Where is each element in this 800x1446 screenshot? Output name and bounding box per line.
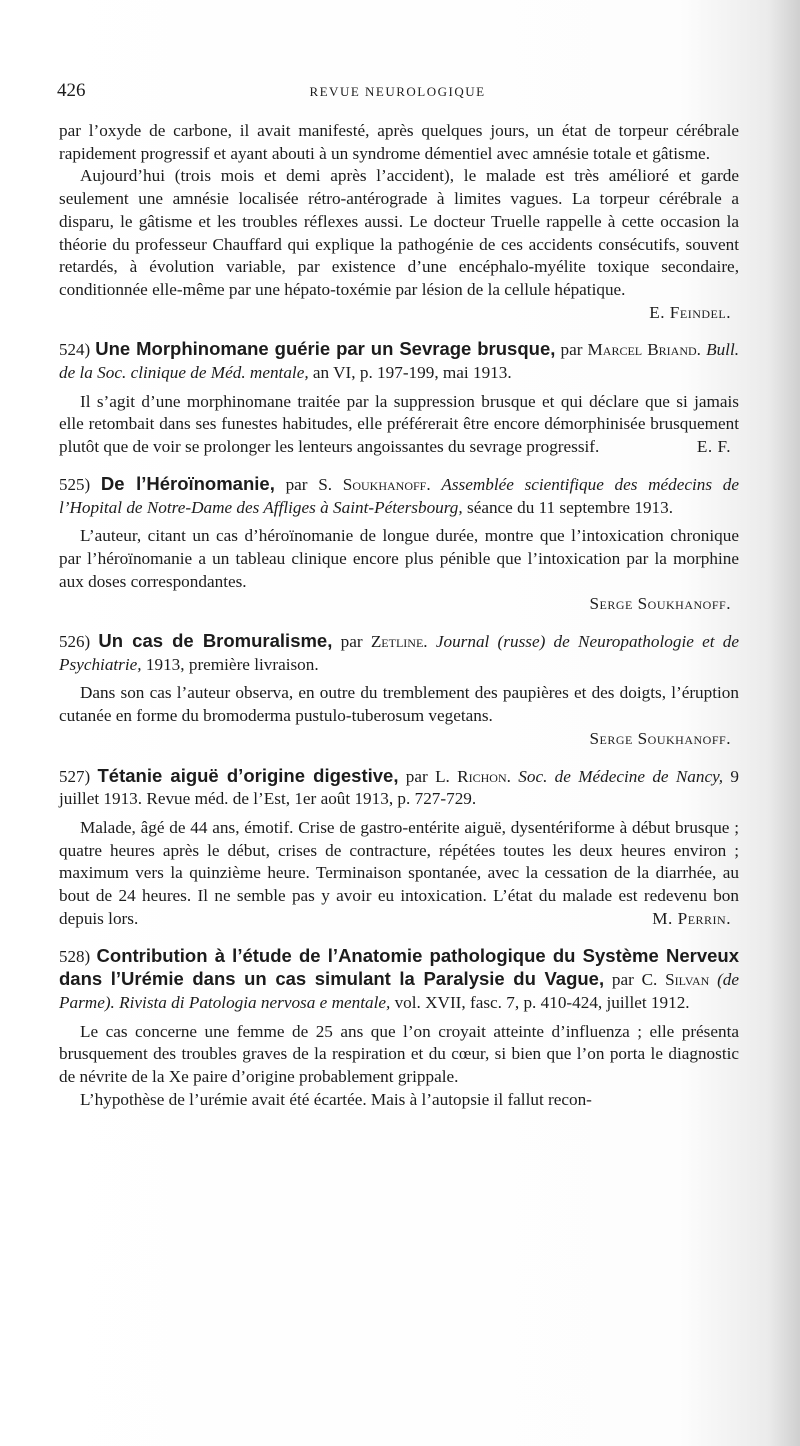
- entry-title: Contribution à l’étude de l’Anatomie pathologique du Système Nerveux dans l’Urémie dans un cas simulant la Paralysie du Vague,: [59, 944, 739, 990]
- entry-number: 525): [59, 474, 91, 494]
- entry-body: L’hypothèse de l’urémie avait été écartée. Mais à l’autopsie il fallut recon-: [80, 1089, 592, 1109]
- entry-details: 1913, première livraison.: [145, 654, 319, 674]
- entry-signature: M. Perrin.: [652, 908, 731, 928]
- entry-body: Malade, âgé de 44 ans, émotif. Crise de gastro-entérite aiguë, dysentériforme à début brusque ; quatre heures après le début, crises de contracture, répétées toutes les deux heures environ ; maximum vers la quinzième heure. Terminaison spontanée, avec la cessation de la diarrhée, au bout de 24 heures. Il ne semble pas y avoir eu intoxication. L’état du malade est redevenu bon depuis lors.: [59, 817, 739, 928]
- entry-details: 9 juillet 1913. Revue méd. de l’Est, 1er août 1913, p. 727-729.: [59, 766, 740, 809]
- entry-author: S. Soukhanoff.: [318, 474, 431, 494]
- entry-author: L. Richon.: [435, 766, 511, 786]
- entry-body: L’auteur, citant un cas d’héroïnomanie de longue durée, montre que l’intoxication chronique par l’héroïnomanie a un tableau clinique encore plus pénible que l’intoxication par la morphine aux doses correspondantes.: [59, 526, 739, 591]
- entry-heading: [59, 338, 739, 384]
- entry-author: Marcel Briand.: [587, 340, 701, 360]
- page-content: [59, 120, 739, 1111]
- entry-body-wrap: [59, 391, 739, 459]
- entry-source: Bull. de la Soc. clinique de Méd. mentale,: [59, 340, 740, 383]
- page-number: 426: [57, 80, 86, 101]
- intro-signature: E. Feindel.: [649, 302, 731, 322]
- entry-heading: [59, 945, 739, 1015]
- entry-by: par: [340, 632, 363, 652]
- entry-524: [59, 338, 739, 459]
- entry-527: [59, 765, 739, 931]
- entry-body-wrap: [59, 817, 739, 931]
- entry-signature: Serge Soukhanoff.: [589, 728, 731, 748]
- entry-by: par: [560, 340, 583, 360]
- entry-heading: [59, 765, 739, 811]
- entry-526: [59, 630, 739, 751]
- entry-source: (de Parme). Rivista di Patologia nervosa e mentale,: [59, 970, 740, 1012]
- entry-525: [59, 473, 739, 616]
- entry-body: Le cas concerne une femme de 25 ans que l’on croyait atteinte d’influenza ; elle présenta brusquement des troubles graves de la respiration et du cœur, si bien que l’on porta le diagnostic de névrite de la Xe paire d’origine probablement grippale.: [59, 1021, 739, 1087]
- entry-details: vol. XVII, fasc. 7, p. 410-424, juillet 1912.: [394, 992, 690, 1012]
- entry-by: par: [405, 766, 428, 786]
- entry-author: Zetline.: [370, 632, 428, 652]
- entry-number: 524): [59, 340, 91, 360]
- entry-title: De l’Héroïnomanie,: [100, 472, 275, 494]
- intro-paragraph-1: par l’oxyde de carbone, il avait manifesté, après quelques jours, un état de torpeur cérébrale rapidement progressif et ayant abouti à un syndrome démentiel avec amnésie totale et gâtisme.: [59, 121, 739, 163]
- page-header: [57, 80, 738, 104]
- entry-528: [59, 945, 739, 1112]
- entry-source: Soc. de Médecine de Nancy,: [518, 766, 724, 786]
- entry-number: 528): [59, 946, 91, 966]
- entry-heading: [59, 473, 739, 519]
- entry-signature: E. F.: [696, 437, 731, 457]
- entry-body: Il s’agit d’une morphinomane traitée par la suppression brusque et qui déclare que si jamais elle retombait dans ses funestes habitudes, elle préférerait être encore démorphinisée brusquement plutôt que de voir se prolonger les lenteurs angoissantes du sevrage progressif.: [59, 391, 739, 457]
- entry-title: Un cas de Bromuralisme,: [98, 630, 333, 652]
- entry-details: an VI, p. 197-199, mai 1913.: [312, 363, 512, 383]
- entry-source: Assemblée scientifique des médecins de l’Hopital de Notre-Dame des Affliges à Saint-Pétersbourg,: [59, 474, 740, 517]
- entry-by: par: [285, 474, 308, 494]
- entry-title: Une Morphinomane guérie par un Sevrage brusque,: [95, 338, 556, 360]
- entry-heading: [59, 630, 739, 676]
- entry-signature: Serge Soukhanoff.: [589, 594, 731, 614]
- entry-title: Tétanie aiguë d’origine digestive,: [97, 764, 399, 786]
- entry-source: Journal (russe) de Neuropathologie et de Psychiatrie,: [59, 632, 739, 674]
- entry-details: séance du 11 septembre 1913.: [467, 497, 674, 517]
- entry-number: 526): [59, 632, 91, 652]
- entry-body: Dans son cas l’auteur observa, en outre du tremblement des paupières et des doigts, l’éruption cutanée en forme du bromoderma pustulo-tuberosum vegetans.: [59, 683, 739, 726]
- entry-author: C. Silvan: [641, 970, 710, 990]
- running-head: REVUE NEUROLOGIQUE: [309, 84, 486, 99]
- entry-number: 527): [59, 766, 91, 786]
- entry-by: par: [611, 970, 634, 990]
- intro-paragraph-2: Aujourd’hui (trois mois et demi après l’accident), le malade est très amélioré et garde seulement une amnésie localisée rétro-antérograde à limites vagues. La torpeur cérébrale a disparu, le gâtisme et les troubles réflexes aussi. Le docteur Truelle rappelle à cette occasion la théorie du professeur Chauffard qui explique la pathogénie de ces accidents consécutifs, souvent retardés, à évolution variable, par existence d’une encéphalo-myélite toxique secondaire, conditionnée elle-même par une hépato-toxémie par lésion de la cellule hépatique.: [59, 166, 739, 299]
